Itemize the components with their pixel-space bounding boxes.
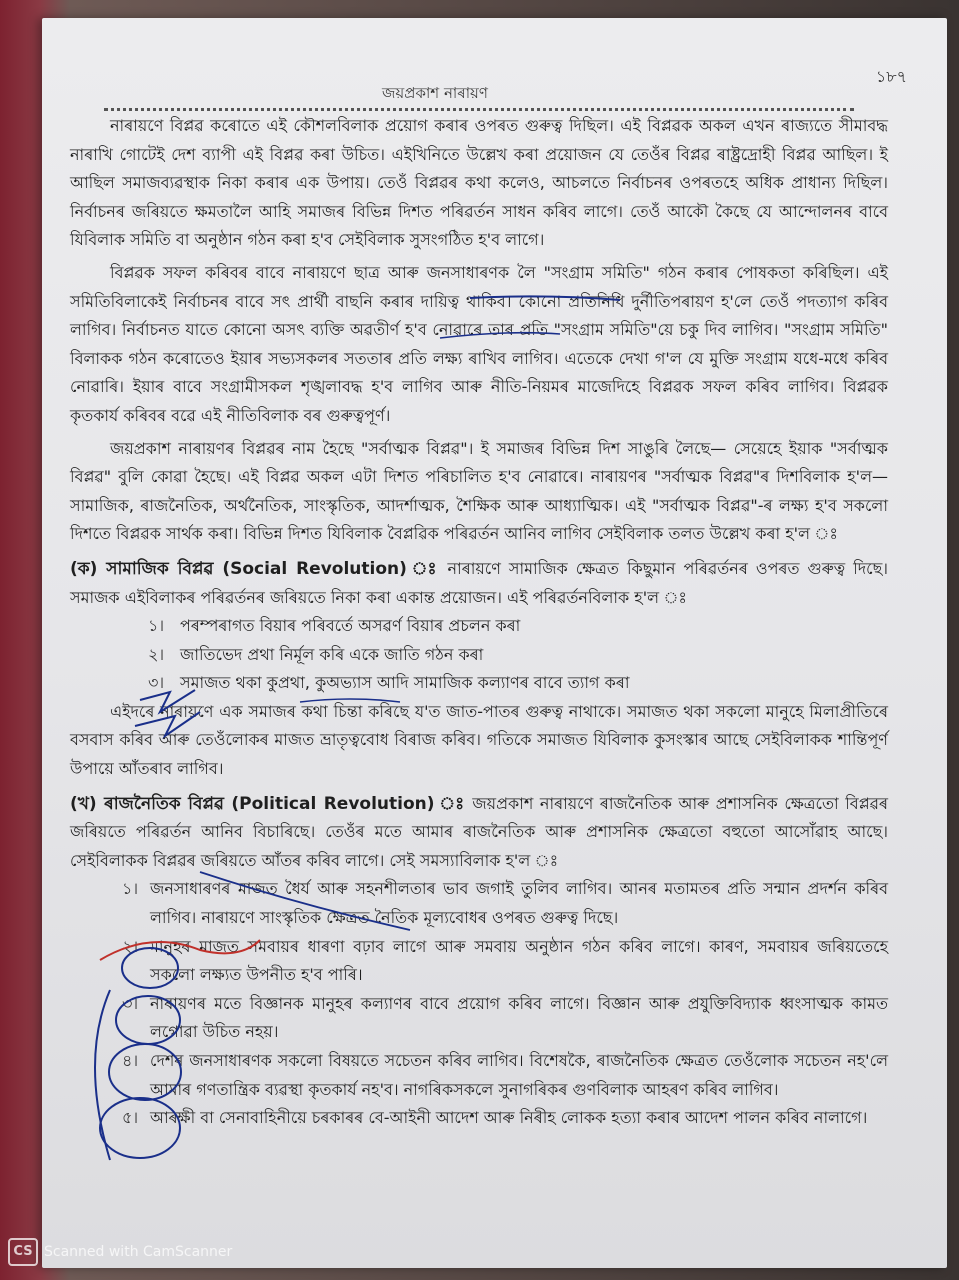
page-header <box>42 67 947 106</box>
list-number: ১। <box>122 879 139 899</box>
list-text: মানুহৰ মাজত সমবায়ৰ ধাৰণা বঢ়াব লাগে আৰু সমবায় অনুষ্ঠান গঠন কৰিব লাগে। কাৰণ, সমবায়ৰ জৰিয়তেহে সকলো লক্ষ্যত উপনীত হ'ব পাৰি। <box>150 936 888 985</box>
social-revolution-heading: (ক) সামাজিক বিপ্লৱ (Social Revolution) ঃ <box>70 558 440 579</box>
watermark-text: Scanned with CamScanner <box>44 1244 233 1260</box>
social-revolution-outro: এইদৰে নাৰায়ণে এক সমাজৰ কথা চিন্তা কৰিছে য'ত জাত-পাতৰ গুৰুত্ব নাথাকে। সমাজত থকা সকলো মানুহে মিলাপ্ৰীতিৰে বসবাস কৰিব আৰু তেওঁলোকৰ মাজত ভ্ৰাতৃত্ববোধ বিৰাজ কৰিব। গতিকে সমাজত যিবিলাক কুসংস্কাৰ আছে সেইবিলাকক শান্তিপূৰ্ণ উপায়ে আঁতৰাব লাগিব। <box>70 701 888 779</box>
list-item <box>70 1047 888 1104</box>
paragraph-3: জয়প্ৰকাশ নাৰায়ণৰ বিপ্লৱৰ নাম হৈছে "সৰ্বাত্মক বিপ্লৱ"। ই সমাজৰ বিভিন্ন দিশ সাঙুৰি লৈছে— সেয়েহে ইয়াক "সৰ্বাত্মক বিপ্লৱ" বুলি কোৱা হৈছে। এই বিপ্লৱ অকল এটা দিশত পৰিচালিত হ'ব নোৱাৰে। নাৰায়ণৰ "সৰ্বাত্মক বিপ্লৱ"ৰ দিশবিলাক হ'ল— সামাজিক, ৰাজনৈতিক, অৰ্থনৈতিক, সাংস্কৃতিক, আদৰ্শাত্মক, শৈক্ষিক আৰু আধ্যাত্মিক। এই "সৰ্বাত্মক বিপ্লৱ"-ৰ লক্ষ্য হ'ব সকলো দিশতে বিপ্লৱক সাৰ্থক কৰা। বিভিন্ন দিশত যিবিলাক বৈপ্লৱিক পৰিৱৰ্তন আনিব লাগিব সেইবিলাক তলত উল্লেখ কৰা হ'ল ঃ <box>70 438 888 544</box>
list-item <box>70 612 888 641</box>
list-number: ৩। <box>122 993 139 1013</box>
list-text: জাতিভেদ প্ৰথা নিৰ্মূল কৰি একে জাতি গঠন কৰা <box>180 644 484 664</box>
list-item <box>70 933 888 990</box>
camscanner-logo: CS <box>8 1238 38 1266</box>
list-item <box>70 990 888 1047</box>
list-text: জনসাধাৰণৰ মাজত ধৈৰ্য আৰু সহনশীলতাৰ ভাব জগাই তুলিব লাগিব। আনৰ মতামতৰ প্ৰতি সন্মান প্ৰদৰ্শন কৰিব লাগিব। নাৰায়ণে সাংস্কৃতিক ক্ষেত্ৰত নৈতিক মূল্যবোধৰ ওপৰত গুৰুত্ব দিছে। <box>150 879 888 928</box>
paragraph-2: বিপ্লৱক সফল কৰিবৰ বাবে নাৰায়ণে ছাত্ৰ আৰু জনসাধাৰণক লৈ "সংগ্ৰাম সমিতি" গঠন কৰাৰ পোষকতা কৰিছিল। এই সমিতিবিলাকেই নিৰ্বাচনৰ বাবে সৎ প্ৰাৰ্থী বাছনি কৰাৰ দায়িত্ব থাকিব। কোনো প্ৰতিনিধি দুৰ্নীতিপৰায়ণ হ'লে তেওঁ পদত্যাগ কৰিব লাগিব। নিৰ্বাচনত যাতে কোনো অসৎ ব্যক্তি অৱতীৰ্ণ হ'ব নোৱাৰে তাৰ প্ৰতি "সংগ্ৰাম সমিতি"য়ে চকু দিব লাগিব। "সংগ্ৰাম সমিতি" বিলাকক গঠন কৰোতেও ইয়াৰ সভ্যসকলৰ সততাৰ প্ৰতি লক্ষ্য ৰাখিব লাগিব। এতেকে দেখা গ'ল যে মুক্তি সংগ্ৰাম যধে-মধে কৰিব নোৱাৰি। ইয়াৰ বাবে সংগ্ৰামীসকল শৃঙ্খলাবদ্ধ হ'ব লাগিব আৰু নীতি-নিয়মৰ মাজেদিহে বিপ্লৱক সফল কৰিব লাগিব। বিপ্লৱক কৃতকাৰ্য কৰিবৰ বৱে এই নীতিবিলাক বৰ গুৰুত্বপূৰ্ণ। <box>70 262 888 425</box>
list-text: সমাজত থকা কুপ্ৰথা, কুঅভ্যাস আদি সামাজিক কল্যাণৰ বাবে ত্যাগ কৰা <box>180 673 630 693</box>
list-number: ৩। <box>148 673 165 693</box>
list-item <box>70 669 888 698</box>
list-number: ৫। <box>122 1108 139 1128</box>
list-number: ২। <box>122 936 139 956</box>
political-revolution-section <box>70 790 888 876</box>
list-item <box>70 1104 888 1133</box>
list-text: নাৰায়ণৰ মতে বিজ্ঞানক মানুহৰ কল্যাণৰ বাবে প্ৰয়োগ কৰিব লাগে। বিজ্ঞান আৰু প্ৰযুক্তিবিদ্যাক ধ্বংসাত্মক কামত লগোৱা উচিত নহয়। <box>150 993 888 1042</box>
list-item <box>70 875 888 932</box>
list-text: আৰক্ষী বা সেনাবাহিনীয়ে চৰকাৰৰ বে-আইনী আদেশ আৰু নিৰীহ লোকক হত্যা কৰাৰ আদেশ পালন কৰিব নালাগে। <box>150 1108 868 1128</box>
list-number: ২। <box>148 644 165 664</box>
scanner-watermark <box>8 1238 232 1268</box>
list-text: পৰম্পৰাগত বিয়াৰ পৰিবৰ্তে অসৱৰ্ণ বিয়াৰ প্ৰচলন কৰা <box>180 616 521 636</box>
page-body <box>70 112 888 1133</box>
list-text: দেশৰ জনসাধাৰণক সকলো বিষয়তে সচেতন কৰিব লাগিব। বিশেষকৈ, ৰাজনৈতিক ক্ষেত্ৰত তেওঁলোক সচেতন নহ'লে আমাৰ গণতান্ত্ৰিক ব্যৱস্থা কৃতকাৰ্য নহ'ব। নাগৰিকসকলে সুনাগৰিকৰ গুণবিলাক আহৰণ কৰিব লাগিব। <box>150 1051 888 1099</box>
running-title: জয়প্ৰকাশ নাৰায়ণ <box>382 84 488 102</box>
page-number: ১৮৭ <box>875 67 907 86</box>
social-revolution-section <box>70 555 888 612</box>
political-revolution-intro: জয়প্ৰকাশ নাৰায়ণে ৰাজনৈতিক আৰু প্ৰশাসনিক ক্ষেত্ৰতো বিপ্লৱৰ জৰিয়তে পৰিৱৰ্তন আনিব বিচাৰিছে। তেওঁৰ মতে আমাৰ ৰাজনৈতিক আৰু প্ৰশাসনিক ক্ষেত্ৰতো বহুতো আসোঁৱাহ আছে। সেইবিলাকক বিপ্লৱৰ জৰিয়তে আঁতৰ কৰিব লাগে। সেই সমস্যাবিলাক হ'ল ঃ <box>70 793 888 870</box>
list-item <box>70 641 888 670</box>
social-revolution-intro: নাৰায়ণে সামাজিক ক্ষেত্ৰত কিছুমান পৰিৱৰ্তনৰ ওপৰত গুৰুত্ব দিছে। সমাজক এইবিলাকৰ পৰিৱৰ্তনৰ জৰিয়তে নিকা কৰা একান্ত প্ৰয়োজন। এই পৰিৱৰ্তনবিলাক হ'ল ঃ <box>70 558 888 607</box>
list-number: ১। <box>148 616 165 636</box>
paragraph-1: নাৰায়ণে বিপ্লৱ কৰোতে এই কৌশলবিলাক প্ৰয়োগ কৰাৰ ওপৰত গুৰুত্ব দিছিল। এই বিপ্লৱক অকল এখন ৰাজ্যতে সীমাবদ্ধ নাৰাখি গোটেই দেশ ব্যাপী এই বিপ্লৱ কৰা উচিত। এইখিনিতে উল্লেখ কৰা প্ৰয়োজন যে তেওঁৰ বিপ্লৱ ৰাষ্ট্ৰদ্ৰোহী বিপ্লৱ আছিল। ই আছিল সমাজব্যৱস্থাক নিকা কৰাৰ এক উপায়। তেওঁ বিপ্লৱৰ কথা কলেও, আচলতে নিৰ্বাচনৰ ওপৰতহে অধিক প্ৰাধান্য দিছিল। নিৰ্বাচনৰ জৰিয়তে ক্ষমতালৈ আহি সমাজৰ বিভিন্ন দিশত পৰিৱৰ্তন সাধন কৰিব লাগে। তেওঁ আকৌ কৈছে যে আন্দোলনৰ বাবে যিবিলাক সমিতি বা অনুষ্ঠান গঠন কৰা হ'ব সেইবিলাক সুসংগঠিত হ'ব লাগে। <box>70 116 888 250</box>
political-revolution-heading: (খ) ৰাজনৈতিক বিপ্লৱ (Political Revolution) ঃ <box>70 793 466 814</box>
list-number: ৪। <box>122 1051 139 1070</box>
